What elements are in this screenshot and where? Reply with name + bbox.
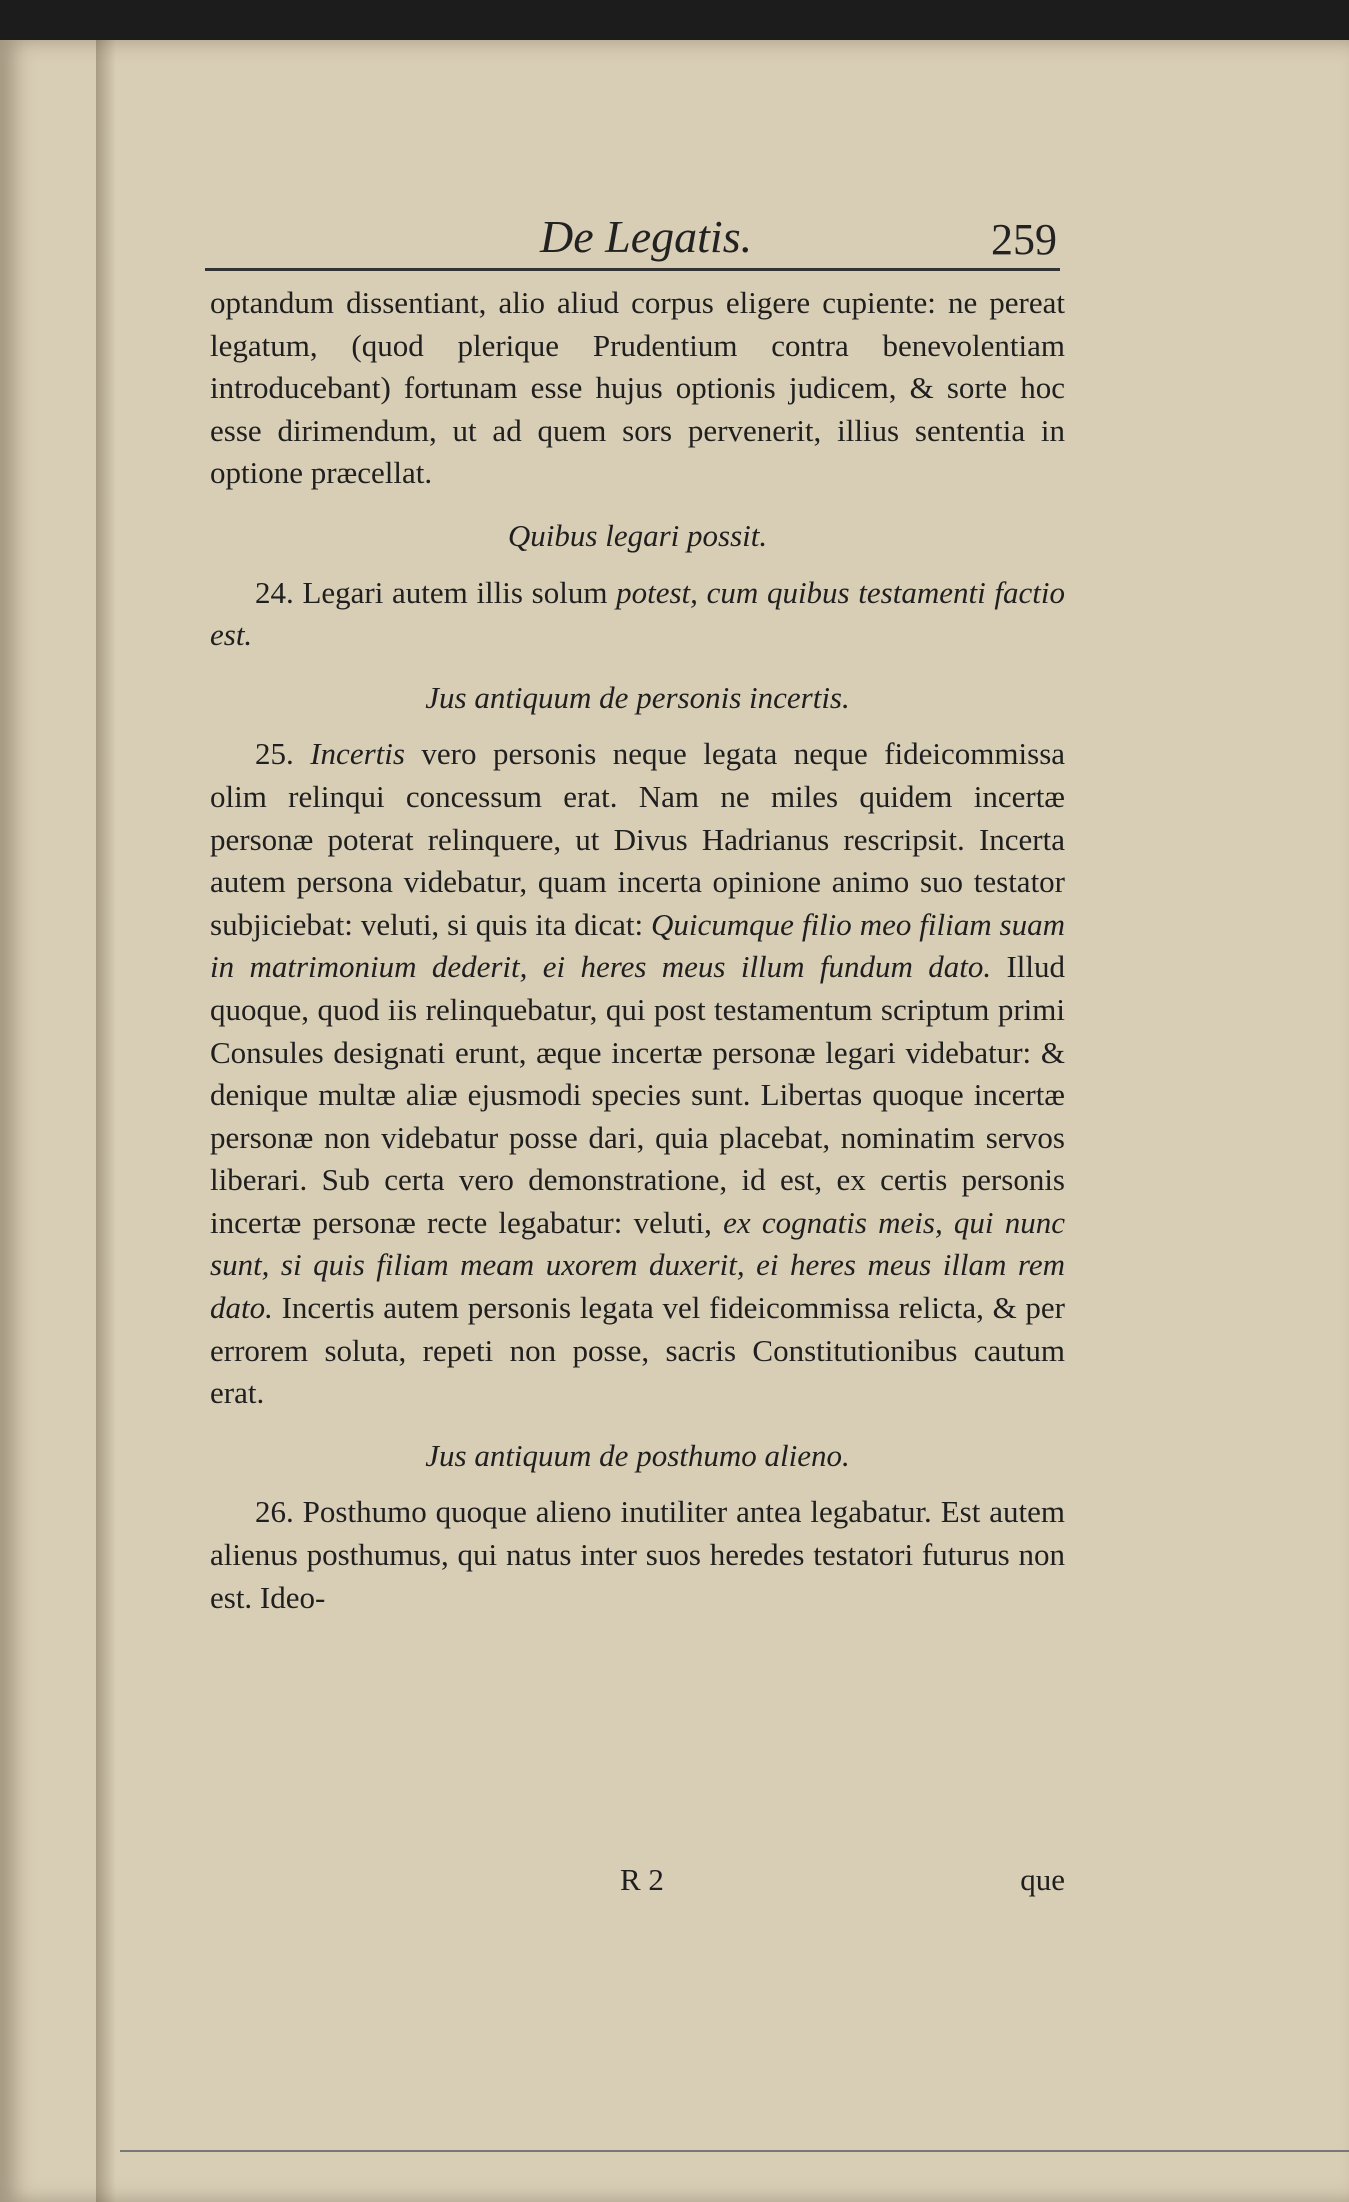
paragraph-text: Illud quoque, quod iis relinquebatur, qui post testamentum scriptum primi Consules designati erunt, æque incertæ personæ legari videbatur: & denique multæ aliæ ejusmodi species sunt. Libertas quoque incertæ personæ non videbatur posse dari, quia placebat, nominatim servos liberari. Sub certa vero demonstratione, id est, ex certis personis incertæ personæ recte legabatur: veluti, <box>210 949 1066 1240</box>
section-number: 24. <box>255 574 294 610</box>
paragraph-25 <box>210 733 1065 1415</box>
page-footer <box>210 1862 1065 1906</box>
bottom-edge-line <box>120 2150 1349 2152</box>
page-header <box>210 190 1065 270</box>
section-number: 26. <box>255 1494 294 1530</box>
page-gutter <box>96 40 116 2202</box>
paragraph-text: Legari autem illis solum <box>302 574 608 610</box>
page-number: 259 <box>991 215 1057 264</box>
heading-personis-incertis: Jus antiquum de personis incertis. <box>425 679 850 715</box>
signature-mark: R 2 <box>620 1862 664 1897</box>
paragraph-italic: Quicumque filio meo filiam suam in matrimonium dederit, ei heres meus illum fundum dato. <box>210 906 1066 985</box>
paragraph-text: vero personis neque legata neque fideicommissa olim relinqui concessum erat. Nam ne miles quidem incertæ personæ poterat relinquere, ut Divus Hadrianus rescripsit. Incerta autem persona videbatur, quam incerta opinione animo suo testator subjiciebat: veluti, si quis ita dicat: <box>210 736 1066 942</box>
heading-quibus-legari: Quibus legari possit. <box>507 517 768 553</box>
paragraph-26 <box>210 1491 1065 1619</box>
section-number: 25. <box>255 736 294 772</box>
paragraph-text: Incertis autem personis legata vel fideicommissa relicta, & per errorem soluta, repeti non posse, sacris Constitutionibus cautum erat. <box>210 1290 1066 1411</box>
header-rule <box>205 268 1060 271</box>
main-text <box>210 282 1065 1619</box>
paragraph-text: Posthumo quoque alieno inutiliter antea legabatur. Est autem alienus posthumus, qui natus inter suos heredes testatori futurus non est. Ideo- <box>210 1494 1065 1615</box>
paragraph-1: optandum dissentiant, alio aliud corpus eligere cupiente: ne pereat legatum, (quod plerique Prudentium contra benevolentiam introducebant) fortunam esse hujus optionis judicem, & sorte hoc esse dirimendum, ut ad quem sors pervenerit, illius sententia in optione præcellat. <box>210 285 1065 491</box>
paragraph-italic: potest, cum quibus testamenti factio est. <box>210 574 1066 653</box>
paragraph-24 <box>210 572 1065 657</box>
catchword: que <box>1020 1862 1065 1897</box>
running-title: De Legatis. <box>540 211 753 262</box>
heading-posthumo-alieno: Jus antiquum de posthumo alieno. <box>425 1437 850 1473</box>
paragraph-italic: ex cognatis meis, qui nunc sunt, si quis filiam meam uxorem duxerit, ei heres meus illam rem dato. <box>210 1204 1066 1326</box>
paragraph-italic: Incertis <box>310 736 405 772</box>
